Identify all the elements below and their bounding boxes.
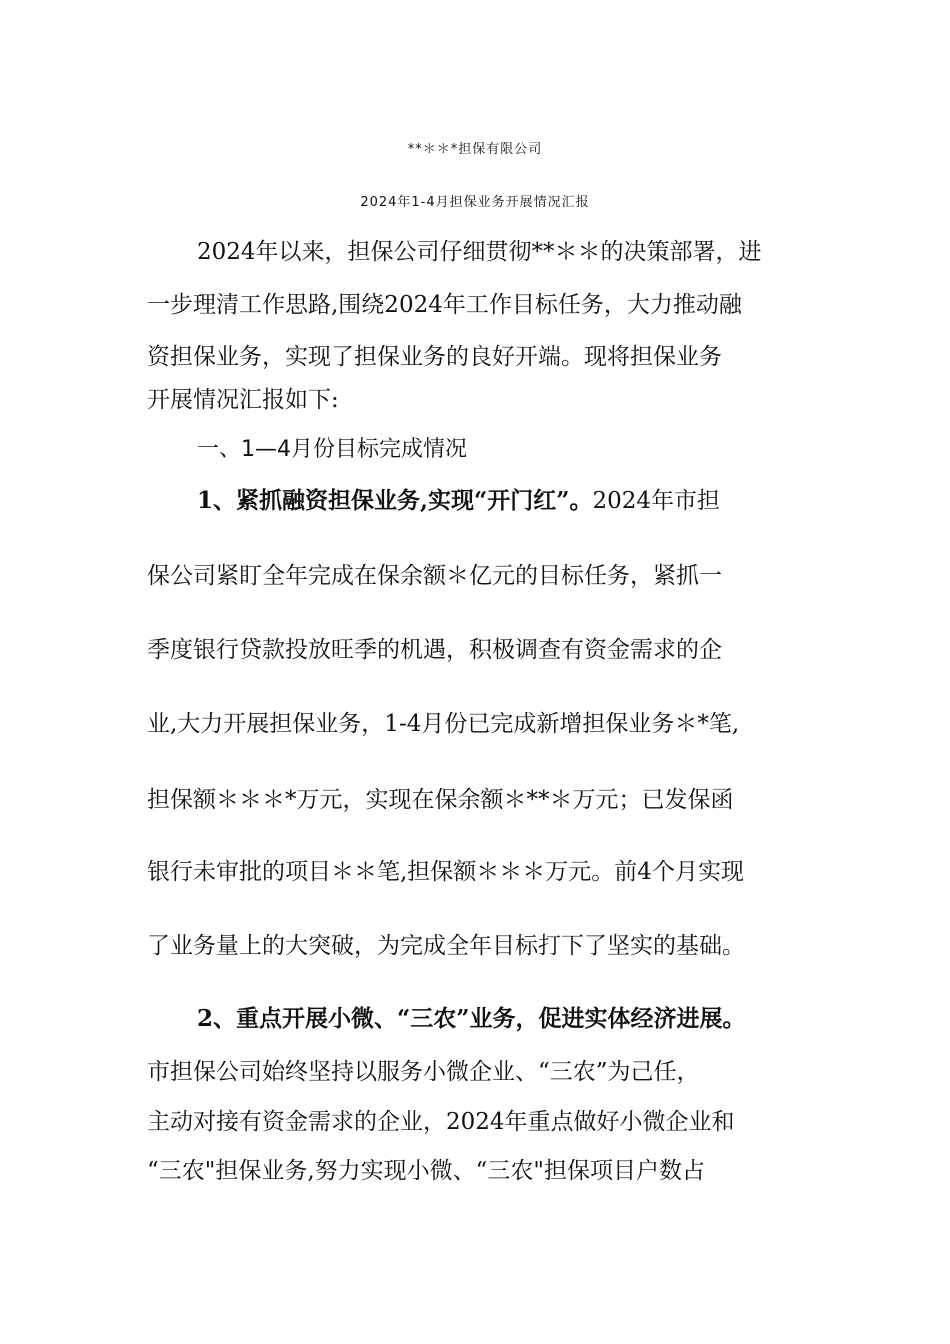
item2-heading: 2、重点开展小微、“三农”业务，促进实体经济进展。 [197, 1005, 746, 1032]
item1-heading: 1、紧抓融资担保业务,实现“开门红”。 [197, 487, 593, 514]
intro-paragraph-line: 2024年以来，担保公司仔细贯彻**＊＊的决策部署，进 [197, 239, 762, 265]
intro-paragraph-line: 资担保业务，实现了担保业务的良好开端。现将担保业务 [147, 344, 722, 370]
item1-paragraph-line: 保公司紧盯全年完成在保余额＊亿元的目标任务，紧抓一 [147, 563, 722, 589]
item1-paragraph-line: 季度银行贷款投放旺季的机遇，积极调查有资金需求的企 [147, 637, 722, 663]
item1-paragraph-line: 了业务量上的大突破，为完成全年目标打下了坚实的基础。 [147, 933, 745, 959]
intro-paragraph-line: 一步理清工作思路,围绕2024年工作目标任务，大力推动融 [147, 292, 742, 318]
section-heading-targets: 一、1—4月份目标完成情况 [197, 437, 467, 462]
document-title-report: 2024年1-4月担保业务开展情况汇报 [360, 195, 590, 210]
item1-paragraph-line: 银行未审批的项目＊＊笔,担保额＊＊＊万元。前4个月实现 [147, 859, 744, 885]
item1-first-line [197, 485, 720, 517]
item1-paragraph-line: 业,大力开展担保业务，1-4月份已完成新增担保业务＊*笔, [147, 711, 740, 737]
item1-first-line-text: 2024年市担 [592, 488, 721, 514]
document-title-company: **＊＊*担保有限公司 [407, 142, 543, 157]
item2-paragraph-line: “三农"担保业务,努力实现小微、“三农"担保项目户数占 [147, 1158, 705, 1184]
intro-paragraph-line: 开展情况汇报如下: [147, 387, 339, 413]
item1-paragraph-line: 担保额＊＊＊*万元，实现在保余额＊**＊万元；已发保函 [147, 787, 734, 813]
item2-paragraph-line: 主动对接有资金需求的企业，2024年重点做好小微企业和 [147, 1109, 735, 1135]
item2-paragraph-line: 市担保公司始终坚持以服务小微企业、“三农”为己任， [147, 1059, 700, 1085]
